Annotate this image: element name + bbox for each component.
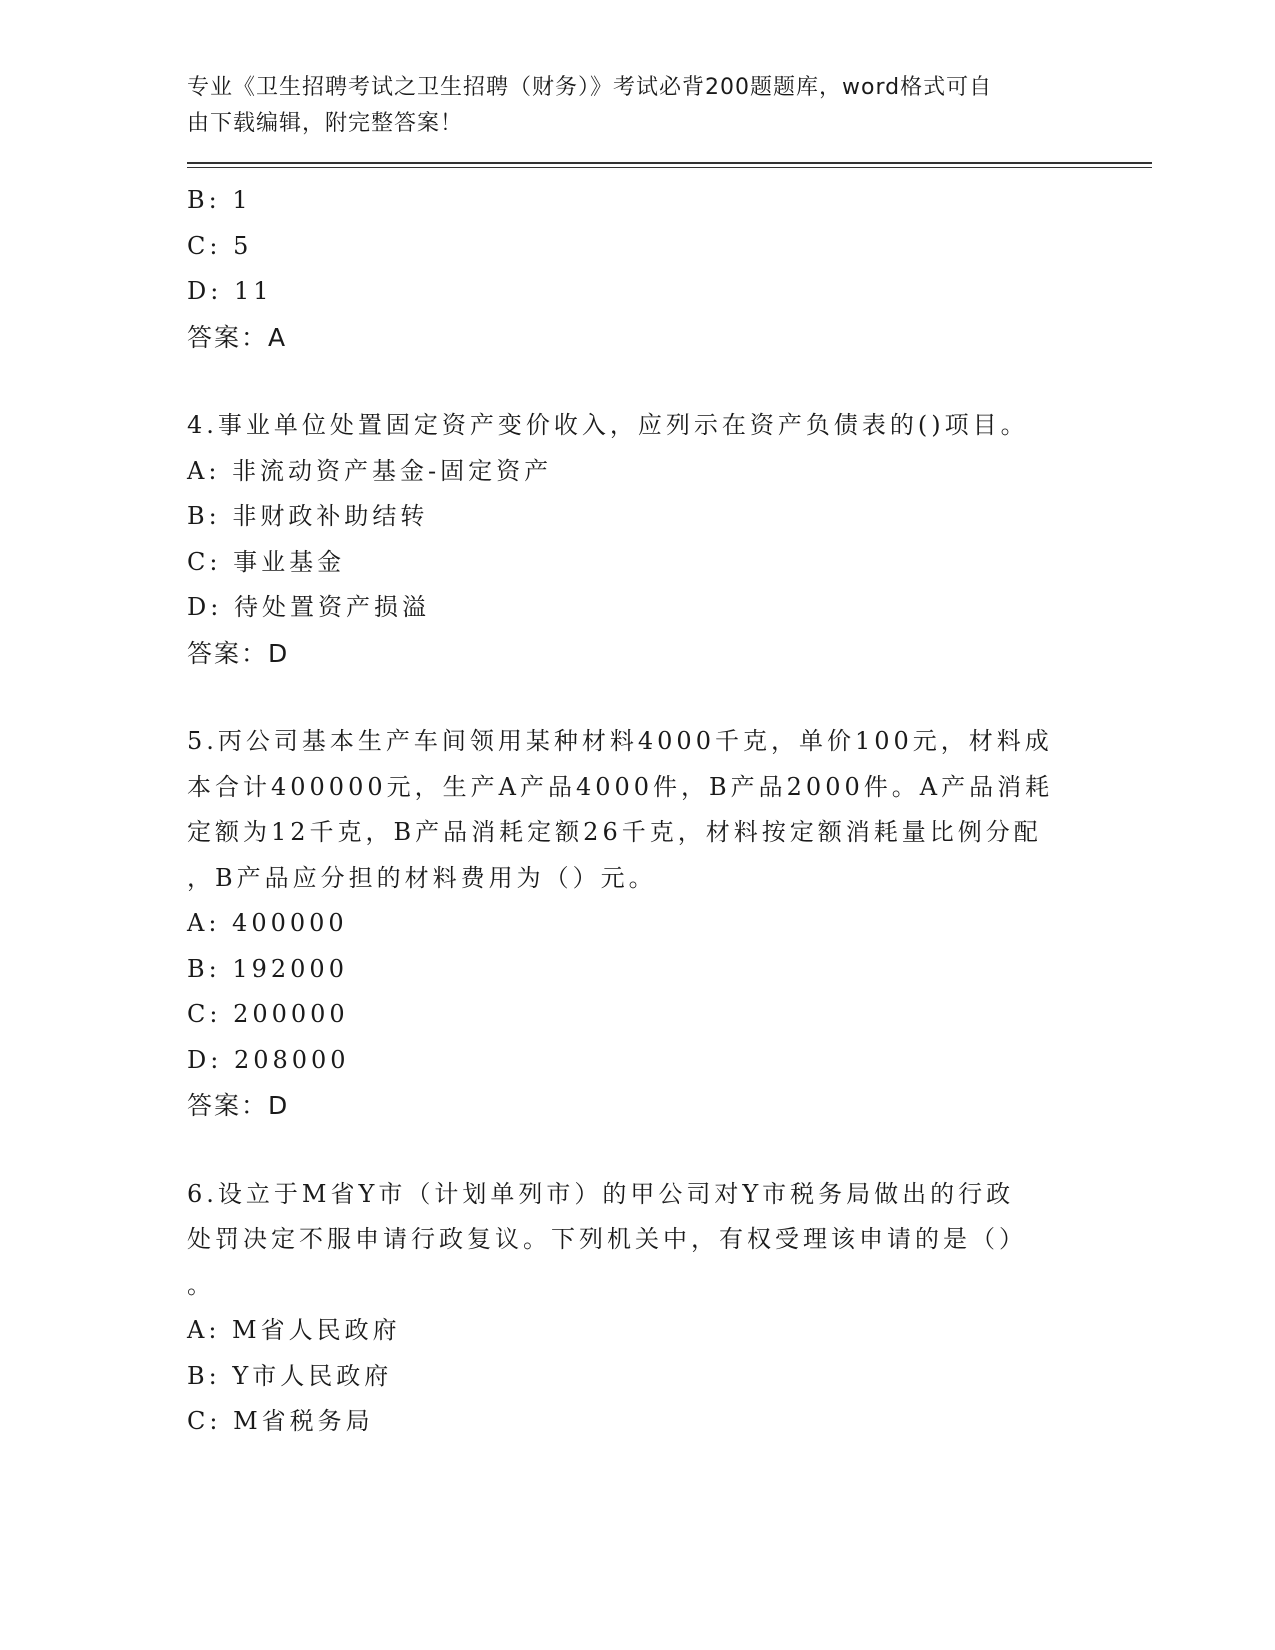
option-b: B: 1 (187, 186, 252, 214)
document-page (187, 70, 1087, 1445)
question-text-line: 6.设立于M省Y市（计划单列市）的甲公司对Y市税务局做出的行政 (187, 1179, 1015, 1208)
option-c: C: 200000 (187, 1000, 349, 1028)
document-header (187, 70, 1067, 142)
question-6 (187, 1172, 1087, 1445)
question-4 (187, 403, 1087, 676)
option-c: C: 5 (187, 231, 253, 260)
question-5 (187, 719, 1087, 1129)
option-a: A: 非流动资产基金-固定资产 (187, 456, 553, 485)
option-c: C: 事业基金 (187, 547, 346, 576)
question-text-line: 处罚决定不服申请行政复议。下列机关中，有权受理该申请的是（） (187, 1225, 1027, 1253)
option-a: A: 400000 (187, 909, 348, 937)
header-line-2: 由下载编辑，附完整答案！ (187, 111, 464, 136)
option-b: B: 非财政补助结转 (187, 502, 429, 530)
header-divider (187, 162, 1152, 168)
option-c: C: M省税务局 (187, 1407, 374, 1435)
option-a: A: M省人民政府 (187, 1316, 401, 1344)
question-text-line: 。 (187, 1270, 215, 1299)
answer: 答案：A (187, 322, 288, 352)
header-line-1: 专业《卫生招聘考试之卫生招聘（财务）》考试必背200题题库，word格式可自 (187, 75, 993, 100)
question-text-line: ，B产品应分担的材料费用为（）元。 (187, 863, 657, 892)
option-d: D: 11 (187, 277, 273, 305)
option-b: B: 192000 (187, 954, 348, 983)
option-b: B: Y市人民政府 (187, 1361, 393, 1390)
option-d: D: 待处置资产损溢 (187, 593, 430, 621)
question-text-line: 5.丙公司基本生产车间领用某种材料4000千克，单价100元，材料成 (187, 727, 1053, 755)
question-text-line: 定额为12千克，B产品消耗定额26千克，材料按定额消耗量比例分配 (187, 818, 1042, 846)
question-3-tail (187, 178, 1087, 360)
answer: 答案：D (187, 1091, 290, 1120)
answer: 答案：D (187, 638, 290, 668)
option-d: D: 208000 (187, 1045, 350, 1074)
question-text-line: 本合计400000元，生产A产品4000件，B产品2000件。A产品消耗 (187, 772, 1054, 801)
question-text: 4.事业单位处置固定资产变价收入，应列示在资产负债表的()项目。 (187, 411, 1029, 439)
question-list (187, 178, 1087, 1445)
